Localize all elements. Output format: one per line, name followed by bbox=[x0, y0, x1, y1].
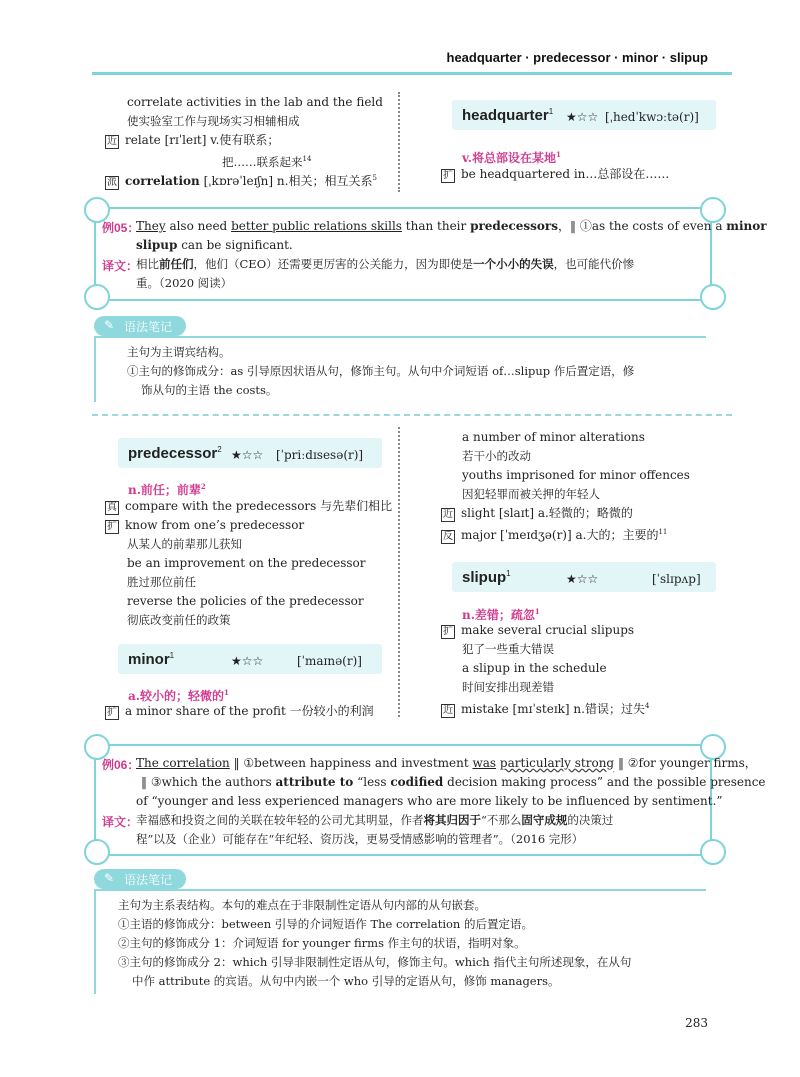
corner-ornament bbox=[700, 839, 726, 865]
freq-sup: 2 bbox=[217, 445, 222, 454]
phonetic: [ˈmaɪnə(r)] bbox=[297, 654, 362, 668]
translation-text bbox=[136, 813, 613, 828]
entry-text: be headquartered in…总部设在…… bbox=[461, 167, 670, 181]
grammar-border bbox=[94, 889, 96, 994]
text: ‖ ③which the authors bbox=[141, 775, 276, 789]
text: “less bbox=[353, 775, 391, 789]
text: ，也可能代价惨 bbox=[553, 257, 635, 271]
keyword: predecessors bbox=[470, 219, 558, 233]
tag-derived: 派 bbox=[107, 177, 117, 188]
header-rule bbox=[92, 72, 732, 75]
tag-extend: 扩 bbox=[107, 707, 117, 718]
example-label: 例05： bbox=[102, 221, 140, 235]
keyword: slipup bbox=[136, 238, 178, 252]
freq-sup: 1 bbox=[169, 651, 175, 660]
meaning bbox=[462, 604, 540, 623]
meaning bbox=[462, 147, 561, 166]
text: “不那么 bbox=[481, 813, 522, 827]
entry-line: 犯了一些重大错误 bbox=[462, 642, 554, 656]
grammar-border bbox=[94, 336, 96, 402]
grammar-line: 主句为主谓宾结构。 bbox=[127, 345, 231, 359]
entry-line bbox=[441, 699, 649, 718]
entry-line: be an improvement on the predecessor bbox=[127, 556, 366, 570]
grammar-rule bbox=[94, 889, 706, 891]
entry-text: 把……联系起来 bbox=[222, 154, 303, 169]
entry-line bbox=[441, 506, 633, 522]
corner-ornament bbox=[84, 839, 110, 865]
meaning bbox=[128, 479, 206, 498]
entry-text: mistake [mɪˈsteɪk] n.错误；过失 bbox=[461, 702, 645, 716]
freq-sup: 1 bbox=[548, 107, 554, 116]
entry-line: 因犯轻罪而被关押的年轻人 bbox=[462, 487, 600, 501]
entry-line: reverse the policies of the predecessor bbox=[127, 594, 364, 608]
text: also need bbox=[165, 219, 232, 233]
meaning-text: n.前任；前辈 bbox=[128, 483, 201, 497]
predicative: particularly strong bbox=[499, 756, 615, 770]
entry-line: 时间安排出现差错 bbox=[462, 680, 554, 694]
verb: was bbox=[472, 756, 497, 770]
entry-text: [ˌkɒrəˈleɪʃn] n.相关；相互关系 bbox=[199, 174, 373, 188]
headword-text: minor bbox=[128, 651, 170, 668]
entry-line: 从某人的前辈那儿获知 bbox=[127, 537, 242, 551]
keyword: 固守成规 bbox=[521, 813, 568, 827]
translation-text: 重。（2020 阅读） bbox=[136, 276, 233, 290]
text-line: correlate activities in the lab and the field bbox=[127, 95, 383, 109]
text-line: 使实验室工作与现场实习相辅相成 bbox=[127, 114, 300, 128]
text: decision making process” and the possible presence bbox=[443, 775, 766, 789]
text: ‖ ②for younger firms， bbox=[614, 756, 757, 770]
entry-line bbox=[105, 133, 279, 149]
entry-text: compare with the predecessors 与先辈们相比 bbox=[125, 499, 393, 513]
text: 幸福感和投资之间的关联在较年轻的公司尤其明显，作者 bbox=[136, 813, 424, 827]
entry-line bbox=[105, 518, 304, 534]
text: can be significant. bbox=[177, 238, 293, 252]
star-rating: ★☆☆ bbox=[231, 654, 264, 668]
meaning-text: a.较小的；轻微的 bbox=[128, 689, 224, 703]
headword-text: predecessor bbox=[128, 445, 218, 462]
grammar-note-title: 语法笔记 bbox=[124, 873, 173, 887]
example-text bbox=[136, 219, 767, 234]
subject: The correlation bbox=[136, 756, 230, 770]
entry-line bbox=[441, 623, 634, 639]
page-number: 283 bbox=[685, 1016, 708, 1030]
freq-sup: 2 bbox=[200, 482, 206, 491]
entry-line: a slipup in the schedule bbox=[462, 661, 607, 675]
text: 的决策过 bbox=[567, 813, 614, 827]
star-rating: ★☆☆ bbox=[566, 110, 599, 124]
headword-text: slipup bbox=[462, 569, 507, 586]
freq-sup: 1 bbox=[555, 150, 561, 159]
translation-label: 译文： bbox=[102, 815, 139, 829]
entry-text: know from one’s predecessor bbox=[125, 518, 305, 532]
tag-near: 近 bbox=[443, 705, 453, 716]
translation-text: 程”以及（企业）可能存在“年纪轻、资历浅，更易受情感影响的管理者”。（2016 完形） bbox=[136, 832, 584, 846]
example-label: 例06： bbox=[102, 758, 140, 772]
phonetic: [ˈslɪpʌp] bbox=[652, 572, 701, 586]
tag-real: 真 bbox=[107, 502, 117, 513]
freq-sup: 1 bbox=[506, 569, 511, 578]
freq-sup: 4 bbox=[644, 702, 650, 710]
text: ，他们（CEO）还需要更厉害的公关能力，因为即使是 bbox=[193, 257, 474, 271]
section-divider bbox=[92, 414, 732, 416]
text: 相比 bbox=[136, 257, 159, 271]
meaning-text: n.差错；疏忽 bbox=[462, 608, 535, 622]
text: ‖ ①between happiness and investment bbox=[229, 756, 473, 770]
entry-line bbox=[105, 171, 377, 190]
corner-ornament bbox=[700, 284, 726, 310]
star-rating: ★☆☆ bbox=[566, 572, 599, 586]
entry-line: youths imprisoned for minor offences bbox=[462, 468, 690, 482]
keyword: attribute to bbox=[275, 775, 354, 789]
tag-near: 近 bbox=[443, 509, 453, 520]
grammar-line: ②主句的修饰成分 1：介词短语 for younger firms 作主句的状语，指明对象。 bbox=[118, 936, 526, 950]
grammar-note-title: 语法笔记 bbox=[124, 320, 173, 334]
tag-extend: 扩 bbox=[443, 170, 453, 181]
headword-predecessor bbox=[128, 445, 222, 462]
text: than their bbox=[401, 219, 471, 233]
freq-sup: 1 bbox=[223, 688, 229, 697]
grammar-line: ①主句的修饰成分：as 引导原因状语从句，修饰主句。从句中介词短语 of…slipup 作后置定语，修 bbox=[127, 364, 635, 378]
headword-text: headquarter bbox=[462, 107, 549, 124]
pen-icon: ✎ bbox=[104, 871, 115, 885]
keyword: codified bbox=[390, 775, 444, 789]
example-text bbox=[136, 756, 757, 771]
tag-extend: 扩 bbox=[443, 626, 453, 637]
example-text: of “younger and less experienced managers who are more likely to be influenced by sentiment.” bbox=[136, 794, 723, 808]
grammar-line: 主句为主系表结构。本句的难点在于非限制性定语从句内部的从句嵌套。 bbox=[118, 898, 486, 912]
translation-text bbox=[136, 257, 634, 272]
entry-text: relate [rɪˈleɪt] v.使有联系； bbox=[125, 133, 280, 147]
entry-line: 胜过那位前任 bbox=[127, 575, 196, 589]
object: better public relations skills bbox=[231, 219, 402, 233]
headword-slipup bbox=[462, 569, 511, 586]
entry-text: major [ˈmeɪdʒə(r)] a.大的；主要的 bbox=[461, 528, 659, 542]
tag-near: 近 bbox=[107, 136, 117, 147]
entry-line: 彻底改变前任的政策 bbox=[127, 613, 231, 627]
corner-ornament bbox=[84, 284, 110, 310]
grammar-rule bbox=[94, 336, 706, 338]
headword-minor bbox=[128, 651, 174, 668]
entry-line bbox=[105, 704, 374, 720]
keyword: 前任们 bbox=[159, 257, 194, 271]
phonetic: [ˌhedˈkwɔːtə(r)] bbox=[605, 110, 699, 124]
keyword: 将其归因于 bbox=[423, 813, 481, 827]
text: ，‖ ①as the costs of even a bbox=[558, 219, 727, 233]
grammar-line: 饰从句的主语 the costs。 bbox=[141, 383, 278, 397]
derived-word: correlation bbox=[125, 174, 200, 188]
meaning-text: v.将总部设在某地 bbox=[462, 151, 556, 165]
example-text bbox=[136, 238, 293, 253]
entry-line bbox=[105, 499, 392, 515]
entry-line bbox=[441, 525, 667, 544]
entry-text: a minor share of the profit 一份较小的利润 bbox=[125, 704, 374, 718]
entry-text: make several crucial slipups bbox=[461, 623, 635, 637]
entry-line: 若干小的改动 bbox=[462, 449, 531, 463]
meaning bbox=[128, 685, 229, 704]
freq-sup: 11 bbox=[658, 528, 668, 536]
tag-extend: 扩 bbox=[107, 521, 117, 532]
keyword: minor bbox=[726, 219, 767, 233]
entry-line bbox=[441, 167, 669, 183]
entry-text: slight [slaɪt] a.轻微的；略微的 bbox=[461, 506, 633, 520]
example-text bbox=[141, 775, 766, 790]
running-header: headquarter · predecessor · minor · slipup bbox=[446, 50, 708, 65]
freq-sup: 1 bbox=[534, 607, 540, 616]
translation-label: 译文： bbox=[102, 259, 139, 273]
subject: They bbox=[136, 219, 166, 233]
phonetic: [ˈpriːdɪsesə(r)] bbox=[276, 448, 364, 462]
star-rating: ★☆☆ bbox=[231, 448, 264, 462]
grammar-line: ①主语的修饰成分：between 引导的介词短语作 The correlation 的后置定语。 bbox=[118, 917, 533, 931]
column-divider bbox=[398, 92, 406, 192]
entry-line: a number of minor alterations bbox=[462, 430, 645, 444]
text-line bbox=[222, 152, 311, 170]
grammar-line: ③主句的修饰成分 2：which 引导非限制性定语从句，修饰主句。which 指代主句所述现象，在从句 bbox=[118, 955, 632, 969]
headword-headquarter bbox=[462, 107, 553, 124]
column-divider bbox=[398, 427, 406, 717]
keyword: 一个小小的失误 bbox=[473, 257, 554, 271]
freq-sup: 5 bbox=[372, 174, 377, 182]
freq-sup: 14 bbox=[302, 155, 312, 163]
grammar-line: 中作 attribute 的宾语。从句中内嵌一个 who 引导的定语从句，修饰 managers。 bbox=[132, 974, 560, 988]
pen-icon: ✎ bbox=[104, 318, 115, 332]
tag-opposite: 反 bbox=[443, 531, 453, 542]
